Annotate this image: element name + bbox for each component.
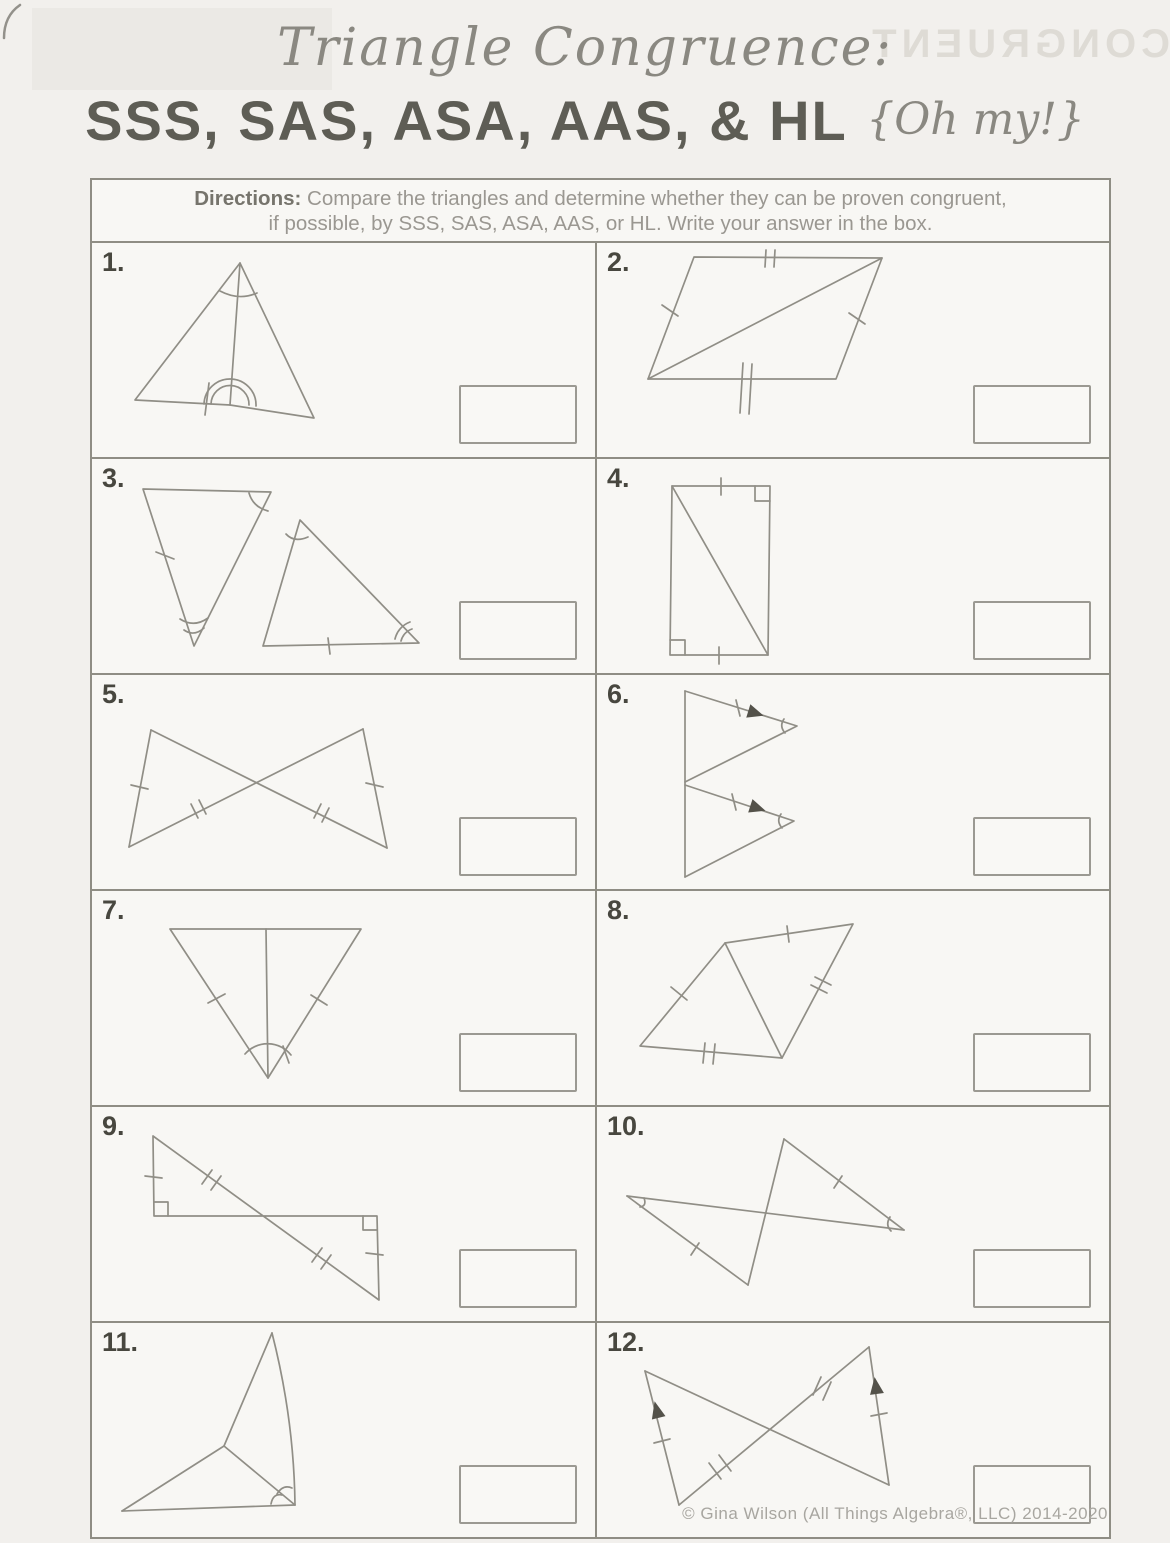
directions — [92, 180, 1109, 243]
page-title-line2 — [0, 88, 1170, 153]
problem-number: 11. — [102, 1327, 139, 1357]
problem-cell-9 — [92, 1107, 597, 1323]
problem-cell-6 — [597, 675, 1109, 891]
problem-number: 5. — [102, 679, 125, 709]
problem-cell-1 — [92, 243, 597, 459]
problem-number: 10. — [607, 1111, 645, 1141]
copyright-text: © Gina Wilson (All Things Algebra®, LLC) 2014-2020 — [682, 1504, 1108, 1523]
problem-cell-3 — [92, 459, 597, 675]
answer-box[interactable] — [459, 385, 577, 444]
problem-number: 6. — [607, 679, 630, 709]
directions-label: Directions: — [194, 187, 302, 210]
problem-number: 8. — [607, 895, 630, 925]
problem-cell-8 — [597, 891, 1109, 1107]
answer-box[interactable] — [459, 1033, 577, 1092]
answer-box[interactable] — [973, 1033, 1091, 1092]
problem-number: 3. — [102, 463, 125, 493]
problem-cell-11 — [92, 1323, 597, 1537]
problem-cell-2 — [597, 243, 1109, 459]
answer-box[interactable] — [973, 1249, 1091, 1308]
problem-cell-10 — [597, 1107, 1109, 1323]
answer-box[interactable] — [459, 1465, 577, 1524]
worksheet-table — [90, 178, 1111, 1539]
answer-box[interactable] — [973, 817, 1091, 876]
page-title-aside: {Oh my!} — [866, 94, 1085, 145]
directions-line1: Compare the triangles and determine whether they can be proven congruent, — [307, 187, 1007, 210]
answer-box[interactable] — [459, 601, 577, 660]
problem-number: 7. — [102, 895, 125, 925]
problem-number: 4. — [607, 463, 630, 493]
problem-number: 1. — [102, 247, 125, 277]
answer-box[interactable] — [459, 1249, 577, 1308]
page-title-script: Triangle Congruence: — [277, 18, 893, 78]
page-title-main: SSS, SAS, ASA, AAS, & HL — [85, 89, 848, 152]
problem-cell-5 — [92, 675, 597, 891]
problem-grid — [92, 243, 1109, 1537]
problem-cell-7 — [92, 891, 597, 1107]
problem-cell-4 — [597, 459, 1109, 675]
problem-number: 12. — [607, 1327, 645, 1357]
bleedthrough-ghost-text: CONGRUENT — [867, 22, 1170, 66]
answer-box[interactable] — [973, 601, 1091, 660]
answer-box[interactable] — [973, 385, 1091, 444]
problem-number: 2. — [607, 247, 630, 277]
directions-line2: if possible, by SSS, SAS, ASA, AAS, or HL. Write your answer in the box. — [268, 212, 933, 235]
problem-number: 9. — [102, 1111, 125, 1141]
answer-box[interactable] — [459, 817, 577, 876]
